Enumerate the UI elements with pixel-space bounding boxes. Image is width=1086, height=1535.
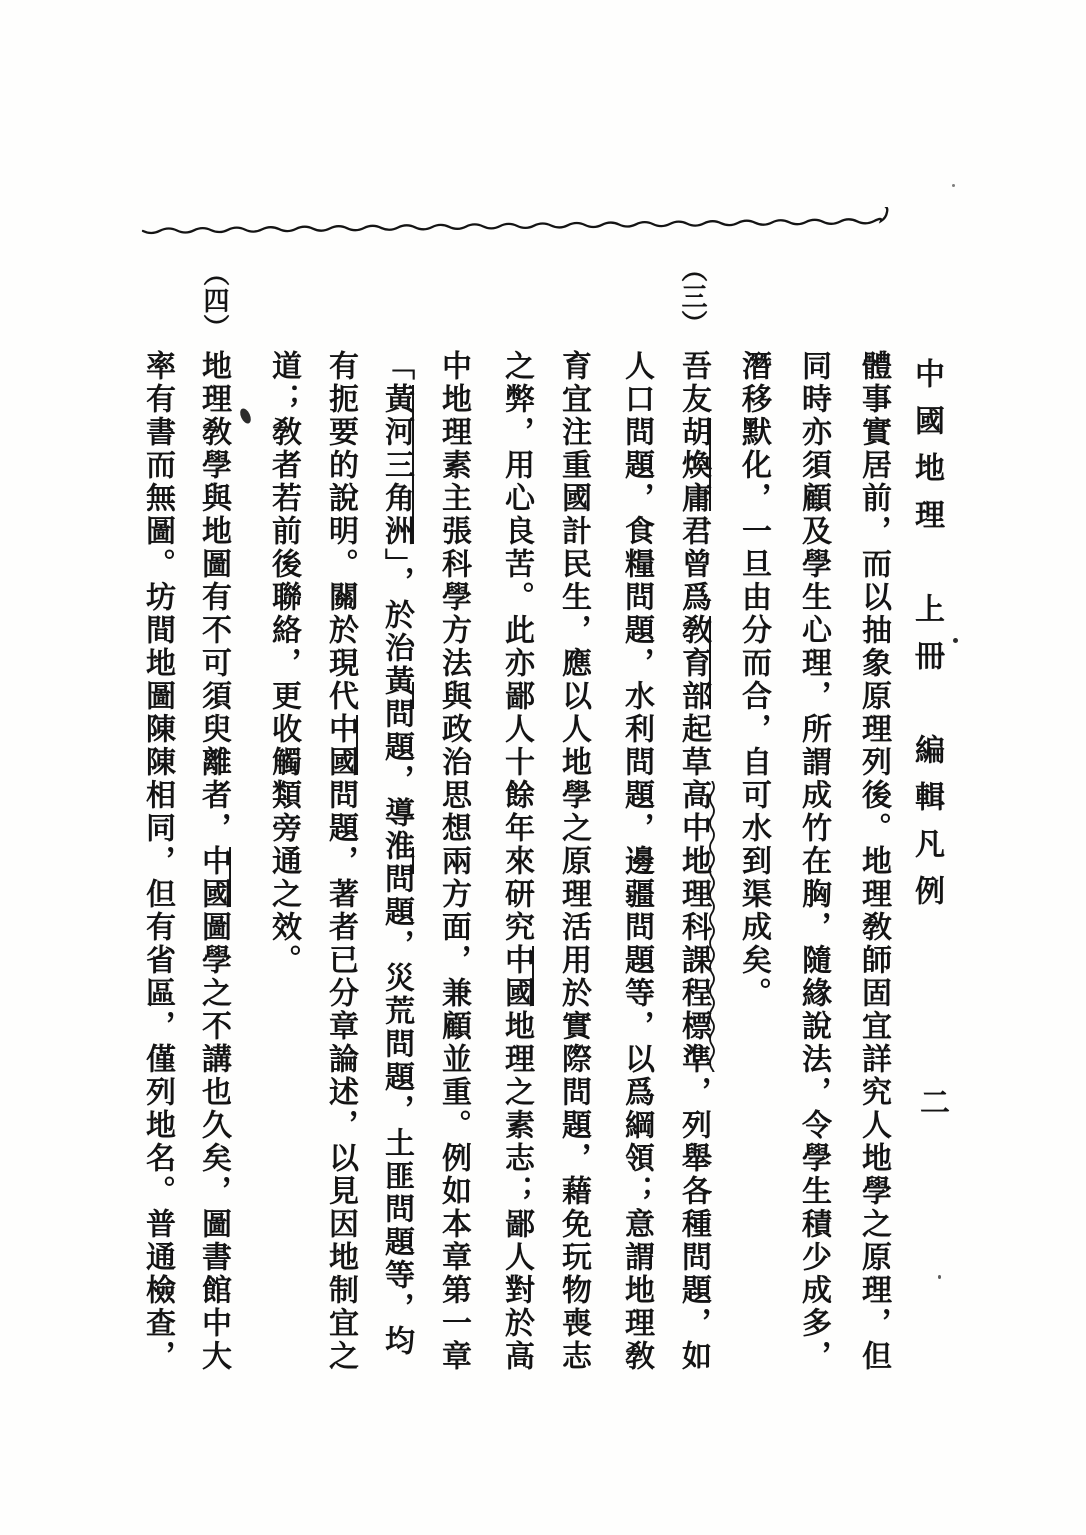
header-title: 中國地理 上冊 編輯凡例 — [910, 358, 943, 922]
text-column-5 — [619, 350, 653, 1373]
proper-noun-text: 敎育部 — [677, 614, 710, 713]
ink-smudge — [238, 407, 253, 425]
text-run: 之弊，用心良苦。此亦鄙人十餘年來研究 — [500, 350, 533, 944]
section-marker-3 — [675, 256, 709, 337]
text-run: 地理之素志；鄙人對於高 — [500, 1010, 533, 1373]
wavy-rule — [141, 207, 893, 239]
text-run: 育宜注重國計民生，應以人地學之原理活用於實際問題，藉免玩物喪志 — [557, 350, 590, 1373]
text-column-6 — [556, 350, 590, 1373]
text-run: 率有書而無圖。坊間地圖陳陳相同，但有省區，僅列地名。普通檢查， — [141, 350, 174, 1373]
text-run: 體事實居前，而以抽象原理列後。地理敎師固宜詳究人地學之原理，但 — [857, 350, 890, 1373]
proper-noun-text: 胡煥庸 — [677, 416, 710, 515]
ink-dot — [952, 184, 955, 187]
text-run: 起草 — [677, 713, 710, 779]
proper-noun-text: 黃 — [380, 665, 413, 698]
text-run: ，列舉各種問題，如 — [677, 1076, 710, 1373]
text-run: 吾友 — [677, 350, 710, 416]
page-number: 二 — [920, 1087, 950, 1120]
text-run: 問題，著者已分章論述，以見因地制宜之 — [324, 779, 357, 1373]
text-run: 道；敎者若前後聯絡，更收觸類旁通之效。 — [267, 350, 300, 977]
text-column-11 — [266, 350, 300, 977]
section-marker-4 — [197, 260, 231, 341]
proper-noun-text: 中國 — [197, 845, 230, 911]
text-run: 君曾爲 — [677, 515, 710, 614]
book-title-text: 高中地理科課程標準 — [677, 779, 710, 1076]
text-run: 問題，導 — [380, 698, 413, 830]
proper-noun-text: 中國 — [500, 944, 533, 1010]
proper-noun-text: 淮 — [380, 830, 413, 863]
text-column-3 — [736, 350, 770, 1010]
text-run: 問題，災荒問題，土匪問題等，均 — [380, 863, 413, 1358]
text-column-8 — [436, 350, 470, 1373]
text-run: 」，於治 — [380, 548, 413, 665]
ink-dot — [938, 1275, 941, 1279]
text-column-7 — [499, 350, 533, 1373]
text-column-12 — [196, 350, 230, 1373]
text-column-10 — [323, 350, 357, 1373]
text-run: 中地理素主張科學方法與政治思想兩方面，兼顧並重。例如本章第一章 — [437, 350, 470, 1373]
text-run: 人口問題，食糧問題，水利問題，邊疆問題等，以爲綱領；意謂地理敎 — [620, 350, 653, 1373]
text-run: （三） — [678, 256, 707, 337]
proper-noun-text: 黃河三角洲 — [380, 383, 413, 548]
proper-noun-text: 中國 — [324, 713, 357, 779]
text-run: 圖學之不講也久矣，圖書館中大 — [197, 911, 230, 1373]
text-run: 地理敎學與地圖有不可須臾離者， — [197, 350, 230, 845]
ink-dot — [953, 638, 958, 643]
text-run: 潛移默化，一旦由分而合，自可水到渠成矣。 — [737, 350, 770, 1010]
text-run: 有扼要的說明。關於現代 — [324, 350, 357, 713]
text-column-2 — [796, 350, 830, 1373]
text-run: （四） — [200, 260, 229, 341]
text-column-4 — [676, 350, 710, 1373]
text-column-1 — [856, 350, 890, 1373]
text-run: 「 — [380, 350, 413, 383]
text-column-13 — [140, 350, 174, 1373]
text-column-9 — [379, 350, 413, 1358]
text-run: 同時亦須顧及學生心理，所謂成竹在胸，隨緣說法，令學生積少成多， — [797, 350, 830, 1373]
